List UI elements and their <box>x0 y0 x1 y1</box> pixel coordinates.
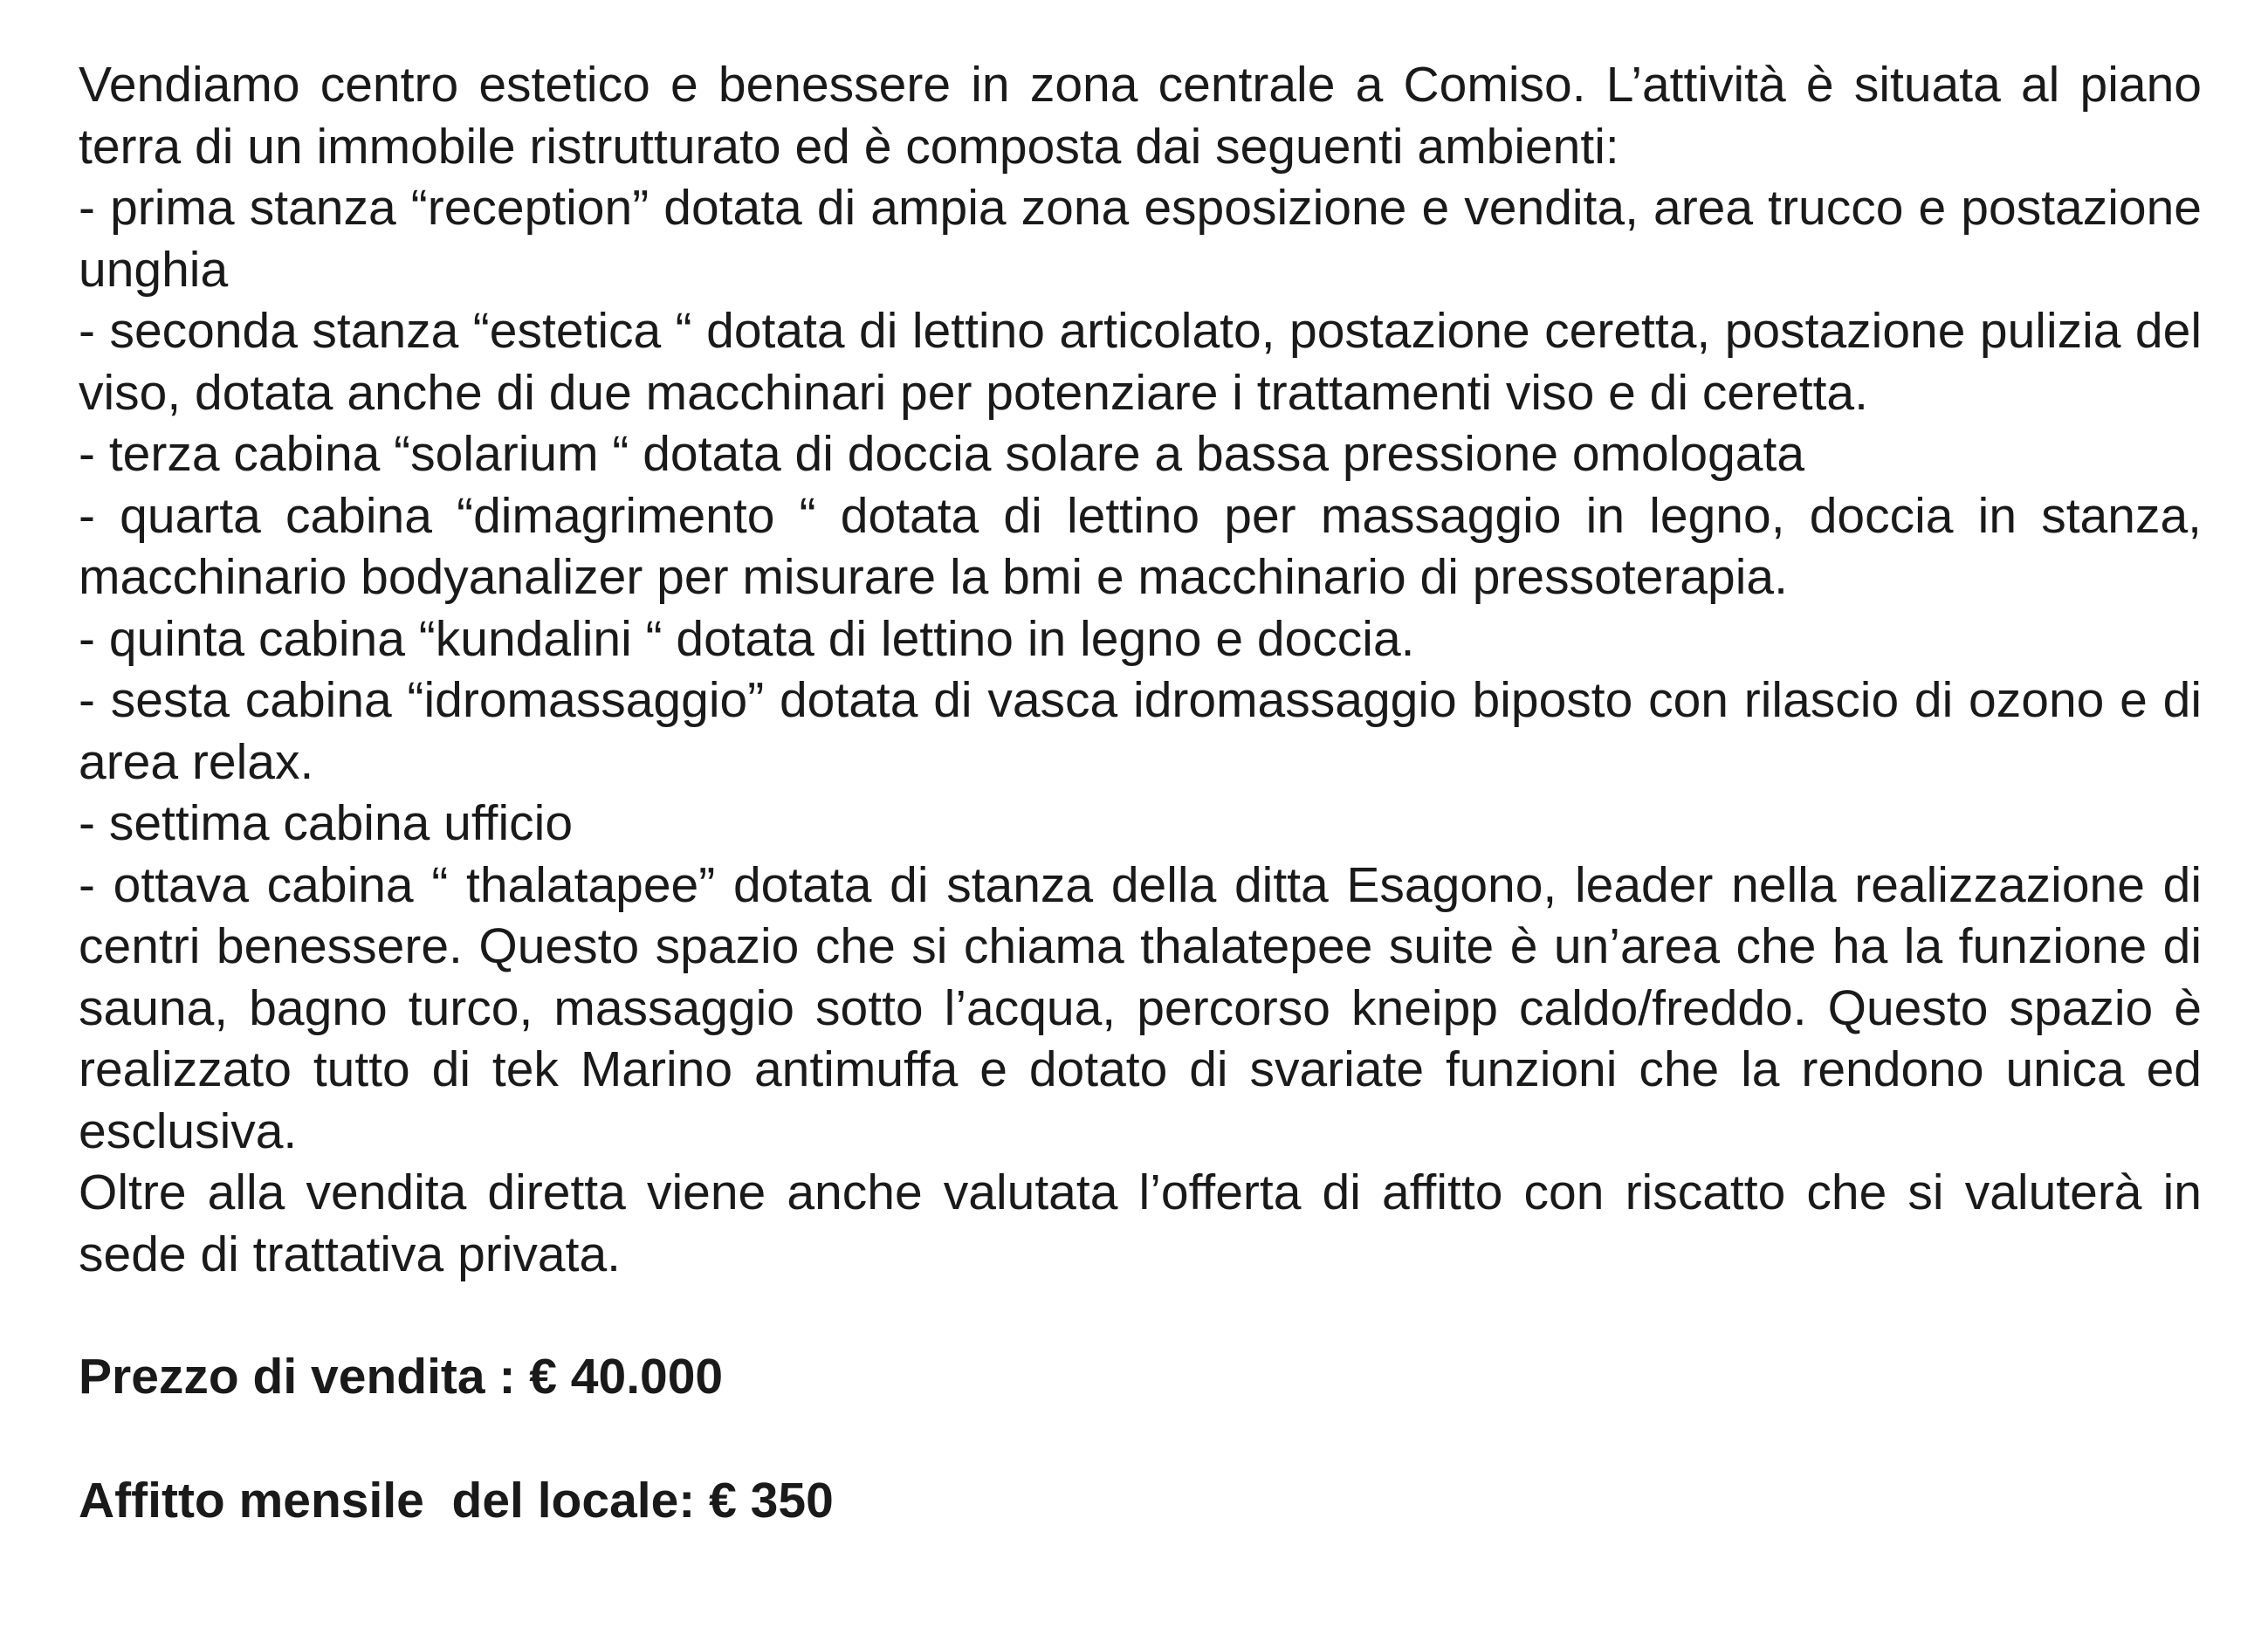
room-item-thalatapee: - ottava cabina “ thalatapee” dotata di stanza della ditta Esagono, leader nella realizzazione di centri benessere. Questo spazio che si chiama thalatepee suite è un’area che ha la funzione di sauna, bagno turco, massaggio sotto l’acqua, percorso kneipp caldo/freddo. Questo spazio è realizzato tutto di tek Marino antimuffa e dotato di svariate funzioni che la rendono unica ed esclusiva. <box>79 856 2216 1159</box>
room-item-solarium: - terza cabina “solarium “ dotata di doccia solare a bassa pressione omologata <box>79 426 1805 482</box>
room-item-kundalini: - quinta cabina “kundalini “ dotata di lettino in legno e doccia. <box>79 610 1415 667</box>
rooms-list <box>79 177 2216 1162</box>
intro-paragraph: Vendiamo centro estetico e benessere in zona centrale a Comiso. L’attività è situata al piano terra di un immobile ristrutturato ed è composta dai seguenti ambienti: <box>79 57 2216 175</box>
sale-price: Prezzo di vendita : € 40.000 <box>79 1349 724 1405</box>
room-item-idromassaggio: - sesta cabina “idromassaggio” dotata di vasca idromassaggio biposto con rilascio di ozono e di area relax. <box>79 672 2216 790</box>
room-item-ufficio: - settima cabina ufficio <box>79 795 574 851</box>
closing-paragraph: Oltre alla vendita diretta viene anche valutata l’offerta di affitto con riscatto che si valuterà in sede di trattativa privata. <box>79 1164 2216 1282</box>
document-page <box>79 54 2216 1531</box>
room-item-reception: - prima stanza “reception” dotata di ampia zona esposizione e vendita, area trucco e postazione unghia <box>79 180 2216 298</box>
monthly-rent: Affitto mensile del locale: € 350 <box>79 1472 834 1528</box>
room-item-estetica: - seconda stanza “estetica “ dotata di lettino articolato, postazione ceretta, postazione pulizia del viso, dotata anche di due macchinari per potenziare i trattamenti viso e di ceretta. <box>79 303 2216 421</box>
room-item-dimagrimento: - quarta cabina “dimagrimento “ dotata di lettino per massaggio in legno, doccia in stanza, macchinario bodyanalizer per misurare la bmi e macchinario di pressoterapia. <box>79 487 2216 605</box>
